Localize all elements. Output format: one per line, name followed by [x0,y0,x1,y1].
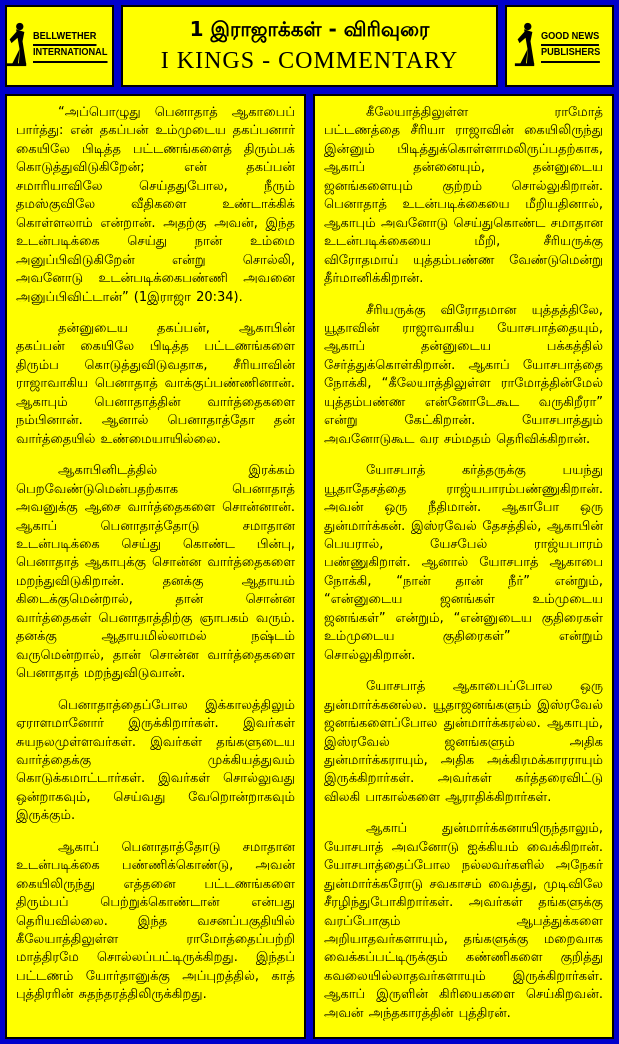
page-header [5,5,614,87]
bellwether-logo-line2: INTERNATIONAL [33,46,107,63]
herald-figure-icon [513,21,537,71]
good-news-logo-line2: PUBLISHERS [541,46,600,63]
commentary-paragraph: “அப்பொழுது பெனாதாத் ஆகாபைப் பார்த்து: என் தகப்பன் உம்முடைய தகப்பனார் கையிலே பிடித்த பட்டணங்களைத் திரும்பக் கொடுத்துவிடுகிறேன்; என் தகப்பன் சமாரியாவிலே செய்ததுபோல, நீரும் தமஸ்குவிலே வீதிகளை உண்டாக்கிக் கொள்ளலாம் என்றான். அதற்கு அவன், இந்த உடன்படிக்கை செய்து நான் உம்மை அனுப்பிவிடுகிறேன் என்று சொல்லி, அவனோடு உடன்படிக்கைபண்ணி அவனை அனுப்பிவிட்டான்” (1இராஜா 20:34). [16,105,295,305]
commentary-paragraph: சீரியருக்கு விரோதமான யுத்தத்திலே, யூதாவின் ராஜாவாகிய யோசபாத்தையும், ஆகாப் தன்னுடைய பக்கத்தில் சேர்த்துக்கொள்கிறான். ஆகாப் யோசபாத்தை நோக்கி, “கீலேயாத்திலுள்ள ராமோத்தின்மேல் யுத்தம்பண்ண என்னோடேகூட வருகிறீரா” என்று கேட்கிறான். யோசபாத்தும் அவனோடுகூட வர சம்மதம் தெரிவிக்கிறான். [324,302,603,447]
commentary-paragraph: தன்னுடைய தகப்பன், ஆகாபின் தகப்பன் கையிலே பிடித்த பட்டணங்களை திரும்ப கொடுத்துவிடுவதாக, சீரியாவின் ராஜாவாகிய பெனாதாத் வாக்குப்பண்ணினான். ஆகாபும் பெனாதாத்தின் வார்த்தைகளை நம்பினான். ஆனால் பெனாதாத்தோ தன் வார்த்தையில் உண்மையாயில்லை. [16,320,295,447]
commentary-paragraph: பெனாதாத்தைப்போல இக்காலத்திலும் ஏராளமானோர் இருக்கிறார்கள். இவர்கள் சுயநலமுள்ளவர்கள். இவர்கள் தங்களுடைய வார்த்தைக்கு முக்கியத்துவம் கொடுக்கமாட்டார்கள். இவர்கள் சொல்லுவது ஒன்றாகவும், செய்வது வேறொன்றாகவும் இருக்கும். [16,697,295,824]
bellwether-logo [5,5,114,87]
commentary-paragraph: யோசபாத் ஆகாபைப்போல ஒரு துன்மார்க்கனல்ல. யூதாஜனங்களும் இஸ்ரவேல் ஜனங்களைப்போல துன்மார்க்கரல்ல. ஆகாபும், இஸ்ரவேல் ஜனங்களும் அதிக துன்மார்க்கராயும், அதிக அக்கிரமக்காரராயும் இருக்கிறார்கள். அவர்கள் கர்த்தரைவிட்டு விலகி பாகால்களை ஆராதிக்கிறார்கள். [324,679,603,805]
good-news-logo-line1: GOOD NEWS [541,30,599,47]
good-news-logo-text [541,30,605,63]
commentary-paragraph: கீலேயாத்திலுள்ள ராமோத் பட்டணத்தை சீரியா ராஜாவின் கையிலிருந்து இன்னும் பிடித்துக்கொள்ளாமலிருப்பதற்காக, ஆகாப் தன்னையும், தன்னுடைய ஜனங்களையும் குற்றம் சொல்லுகிறான். பெனாதாத் உடன்படிக்கையை மீறியதினால், ஆகாபும் அவனோடு செய்துகொண்ட சமாதான உடன்படிக்கையை மீறி, சீரியருக்கு விரோதமாய் யுத்தம்பண்ண வேண்டுமென்று தீர்மானிக்கிறான். [324,105,603,287]
title-panel [121,5,498,87]
left-column [5,94,306,1039]
commentary-paragraph: யோசபாத் கர்த்தருக்கு பயந்து யூதாதேசத்தை ராஜ்யபாரம்பண்ணுகிறான். அவன் ஒரு நீதிமான். ஆகாபோ ஒரு துன்மார்க்கன். இஸ்ரவேல் தேசத்தில், ஆகாபின் பெயரால், யேசபேல் ராஜ்யபாரம் பண்ணுகிறாள். ஆனால் யோசபாத் ஆகாபை நோக்கி, “நான் தான் நீர்” என்றும், “என்னுடைய ஜனங்கள் உம்முடைய ஜனங்கள்” என்றும், “என்னுடைய குதிரைகள் உம்முடைய குதிரைகள்” என்றும் சொல்லுகிறான். [324,463,603,663]
page-title-tamil: 1 இராஜாக்கள் - விரிவுரை [189,17,430,41]
commentary-paragraph: ஆகாப் துன்மார்க்கனாயிருந்தாலும், யோசபாத் அவனோடு ஐக்கியம் வைக்கிறான். யோசபாத்தைப்போல நல்லவர்களில் அநேகர் துன்மார்க்கரோடு சவகாசம் வைத்து, முடிவிலே சீரழிந்துபோகிறார்கள். அவர்கள் தங்களுக்கு வரப்போகும் ஆபத்துக்களை அறியாதவர்களாயும், தங்களுக்கு மறைவாக வைக்கப்பட்டிருக்கும் கண்ணிகளை குறித்து கவலையில்லாதவர்களாயும் இருக்கிறார்கள். ஆகாப் இருளின் கிரியைகளை செய்கிறவன். அவன் அந்தகாரத்தின் புத்திரன். [324,821,603,1021]
commentary-paragraph: ஆகாப் பெனாதாத்தோடு சமாதான உடன்படிக்கை பண்ணிக்கொண்டு, அவன் கையிலிருந்து எத்தனை பட்டணங்களை திரும்பப் பெற்றுக்கொண்டான் என்பது தெரியவில்லை. இந்த வசனப்பகுதியில் கீலேயாத்திலுள்ள ராமோத்தைப்பற்றி மாத்திரமே சொல்லப்பட்டிருக்கிறது. இந்தப் பட்டணம் யோர்தானுக்கு அப்புறத்தில், காத் புத்திரரின் சுதந்தரத்திலிருக்கிறது. [16,839,295,1003]
right-column [313,94,614,1039]
herald-figure-icon [5,21,29,71]
bellwether-logo-line1: BELLWETHER [33,30,96,47]
bellwether-logo-text [33,30,114,63]
commentary-body [5,94,614,1039]
commentary-paragraph: ஆகாபினிடத்தில் இரக்கம் பெறவேண்டுமென்பதற்காக பெனாதாத் அவனுக்கு ஆசை வார்த்தைகளை சொன்னான். ஆகாப் பெனாதாத்தோடு சமாதான உடன்படிக்கை செய்து கொண்ட பின்பு, பெனாதாத் ஆகாபுக்கு சொன்ன வார்த்தைகளை மறந்துவிடுகிறான். தனக்கு ஆதாயம் கிடைக்குமென்றால், தான் சொன்ன வார்த்தைகள் பெனாதாத்திற்கு ஞாபகம் வரும். தனக்கு ஆதாயமில்லாமல் நஷ்டம் வருமென்றால், தான் சொன்ன வார்த்தைகளை பெனாதாத் மறந்துவிடுவான். [16,463,295,682]
page-title-english: I KINGS - COMMENTARY [160,48,459,74]
good-news-logo [505,5,614,87]
